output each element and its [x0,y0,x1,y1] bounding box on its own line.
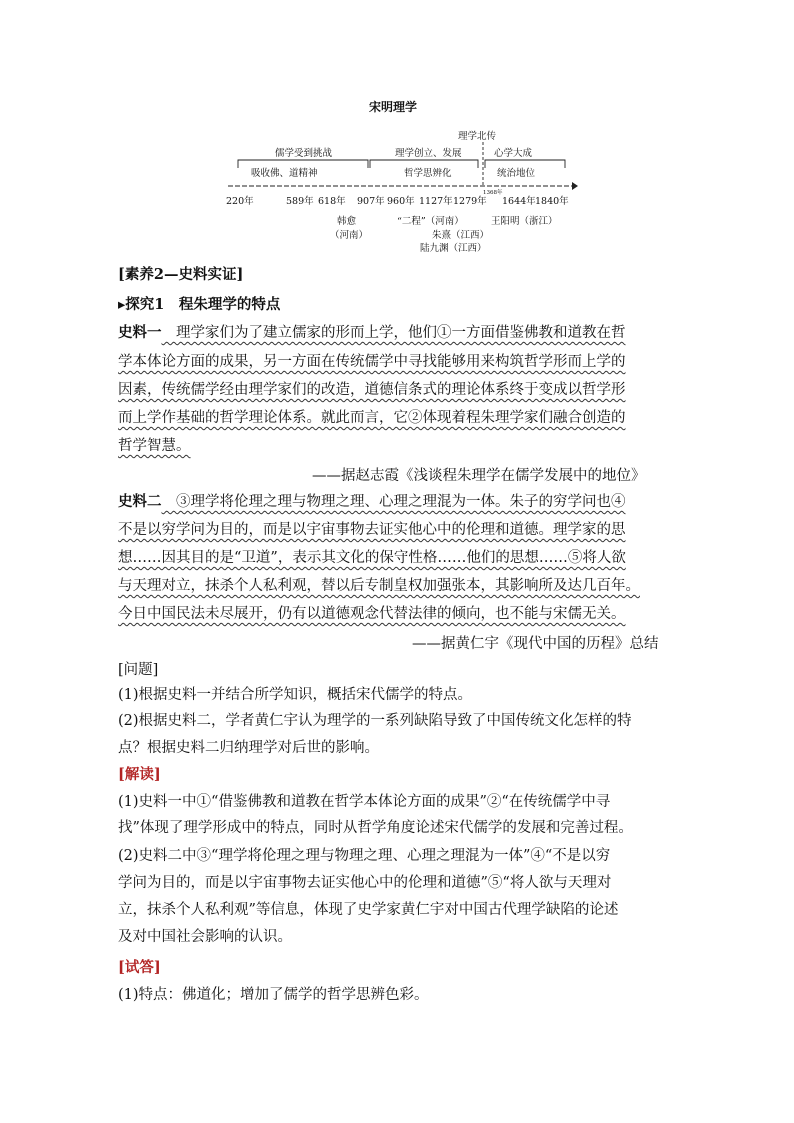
year-589: 589年 [286,196,314,207]
person-zhuxi: 朱熹（江西） [432,230,490,241]
analysis-line-4: 学问为目的，而是以宇宙事物去证实他心中的伦理和道德”⑤“将人欲与天理对 [118,875,612,891]
source1-citation: ——据赵志霞《浅谈程朱理学在儒学发展中的地位》 [312,468,646,484]
answer-heading: [试答] [118,959,161,976]
year-618: 618年 [318,196,346,207]
label-absorb: 吸收佛、道精神 [251,168,318,179]
year-907: 907年 [357,196,385,207]
answer-line-1: (1)特点：佛道化；增加了儒学的哲学思辨色彩。 [118,987,429,1003]
year-220: 220年 [226,196,254,207]
analysis-line-3: (2)史料二中③“理学将伦理之理与物理之理、心理之理混为一体”④“不是以穷 [118,848,611,864]
year-1840: 1840年 [535,196,569,207]
timeline-arrowhead [572,182,578,190]
source1-label: 史料一 [118,324,162,341]
source1-line-3: 因素，传统儒学经由理学家们的改造，道德信条式的理论体系终于变成以哲学形 [118,382,626,398]
source1-line-4: 而上学作基础的哲学理论体系。就此而言，它②体现着程朱理学家们融合创造的 [118,410,626,426]
person-ercheng: “二程”（河南） [397,216,464,227]
question-1: (1)根据史料一并结合所学知识，概括宋代儒学的特点。 [118,687,473,703]
analysis-heading: [解读] [118,766,161,783]
person-hanyu: 韩愈 [337,216,357,227]
source2-citation: ——据黄仁宇《现代中国的历程》总结 [412,636,659,652]
question-2a: (2)根据史料二，学者黄仁宇认为理学的一系列缺陷导致了中国传统文化怎样的特 [118,713,632,729]
source1-line-5: 哲学智慧。 [118,438,191,454]
year-960: 960年 [387,196,415,207]
label-founded: 理学创立、发展 [395,148,462,159]
source2-line-3: 想……因其目的是“卫道”，表示其文化的保守性格……他们的思想……⑤将人欲 [118,550,626,566]
source2-label: 史料二 [118,493,162,510]
year-1127: 1127年 [419,196,453,207]
analysis-line-1: (1)史料一中①“借鉴佛教和道教在哲学本体论方面的成果”②“在传统儒学中寻 [118,794,611,810]
year-1279: 1279年 [453,196,487,207]
person-lujiuyuan: 陆九渊（江西） [420,243,487,254]
label-philosophy: 哲学思辨化 [404,168,452,179]
person-wangyangming: 王阳明（浙江） [491,216,558,227]
section-heading: [素养2—史料实证] [118,266,244,283]
source2-line-1: 史料二 ③理学将伦理之理与物理之理、心理之理混为一体。朱子的穷学问也④ [118,493,626,510]
label-north: 理学北传 [458,131,497,142]
year-1644: 1644年 [502,196,536,207]
explore-heading: ▸探究1 程朱理学的特点 [118,296,281,313]
label-xinxue: 心学大成 [494,148,533,159]
label-rule: 统治地位 [497,168,536,179]
analysis-line-6: 及对中国社会影响的认识。 [118,929,292,945]
question-2b: 点？根据史料二归纳理学对后世的影响。 [118,740,379,756]
page-title: 宋明理学 [369,100,418,114]
source1-line-2: 学本体论方面的成果，另一方面在传统儒学中寻找能够用来构筑哲学形而上学的 [118,354,626,370]
source2-line-4: 与天理对立，抹杀个人私利观，替以后专制皇权加强张本，其影响所及达几百年。 [118,578,640,594]
year-1368: 1368年 [483,190,503,196]
analysis-line-5: 立，抹杀个人私利观”等信息，体现了史学家黄仁宇对中国古代理学缺陷的论述 [118,902,619,918]
source1-line-1: 史料一 理学家们为了建立儒家的形而上学，他们①一方面借鉴佛教和道教在哲 [118,324,626,341]
questions-heading: [问题] [118,662,159,678]
source2-line-2: 不是以穷学问为目的，而是以宇宙事物去证实他心中的伦理和道德。理学家的思 [118,522,626,538]
person-hanyu-place: （河南） [330,230,369,241]
label-challenge: 儒学受到挑战 [275,148,333,159]
analysis-line-2: 找”体现了理学形成中的特点，同时从哲学角度论述宋代儒学的发展和完善过程。 [118,820,633,836]
source2-line-5: 今日中国民法未尽展开，仍有以道德观念代替法律的倾向，也不能与宋儒无关。 [118,606,626,622]
